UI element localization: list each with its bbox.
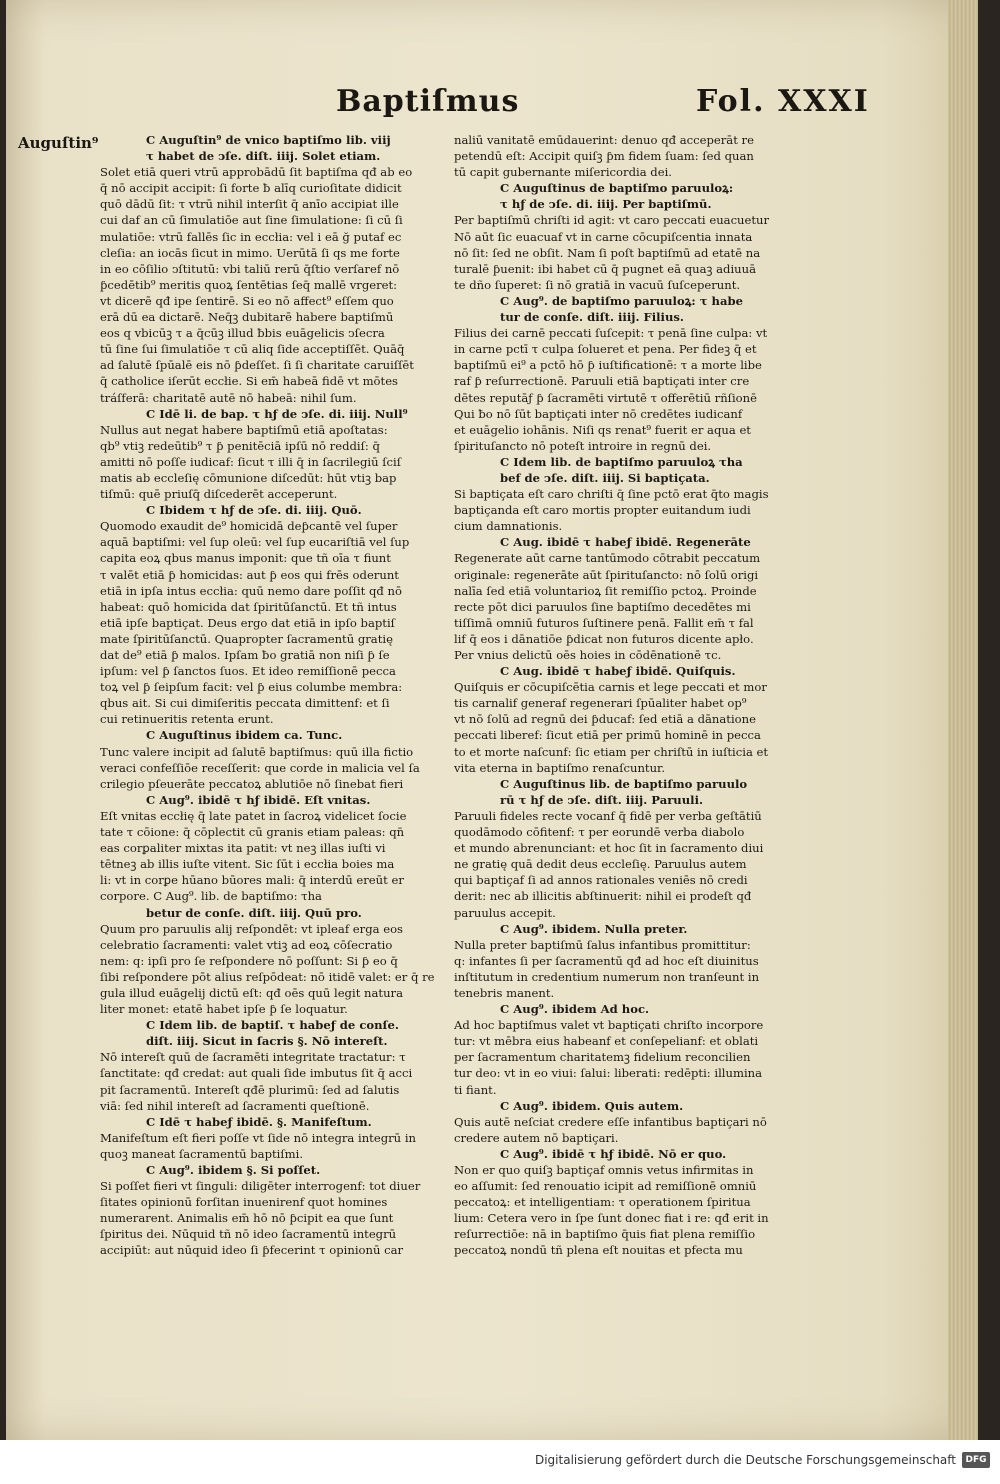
- text-line: tur: vt mēbra eius habeanf et conſepelianf: et oblati: [454, 1034, 759, 1049]
- rubric-heading: tur de conſe. diſt. iiij. Filius.: [500, 310, 684, 325]
- text-line: mate ſpiritūſanctū. Quapropter ſacramentū gratię: [100, 631, 393, 646]
- text-line: baptiçanda eſt caro mortis propter euitandum iudi: [454, 503, 751, 518]
- rubric-heading: τ hƒ de ↄſe. di. iiij. Per baptiſmū.: [500, 197, 712, 212]
- text-line: peccatoꝝ: et intelligentiam: τ operationem ſpiritua: [454, 1195, 751, 1210]
- text-line: paruulus accepit.: [454, 905, 556, 920]
- text-line: celebratio ſacramenti: valet vtiꝫ ad eoꝝ cōſecratio: [100, 937, 393, 952]
- rubric-heading: C Ibidem τ hƒ de ↄſe. di. iiij. Quō.: [146, 503, 362, 518]
- text-line: petendū eſt: Accipit quiſꝫ ƥm fidem ſuam: ſed quan: [454, 149, 754, 164]
- rubric-heading: C Auguſtin⁹ de vnico baptiſmo lib. viij: [146, 133, 391, 147]
- text-line: veraci confeſſiōe receſſerit: que corde in malicia vel ſa: [100, 760, 420, 775]
- text-line: tis carnalif generaf regenerari ſpūaliter habet op⁹: [454, 696, 747, 711]
- text-line: Filius dei carnē peccati ſuſcepit: τ penā ſine culpa: vt: [454, 326, 768, 341]
- rubric-heading: C Aug. ibidē τ habeƒ ibidē. Quiſquis.: [500, 664, 736, 679]
- text-line: lium: Cetera vero in ſpe ſunt donec fiat i re: qđ erit in: [454, 1211, 769, 1226]
- text-line: ƥcedētib⁹ meritis quoꝝ ſentētias ſeq̄ mallē vrgeret:: [100, 277, 398, 292]
- text-line: nem: q: ipſi pro ſe reſpondere nō poſſunt: Si ƥ eo q̄: [100, 953, 398, 968]
- text-line: tate τ cōione: q̄ cōplectit cū granis etiam paleas: qn̄: [100, 825, 405, 840]
- text-line: in carne pctī τ culpa ſolueret et pena. Per fideꝫ q̄ et: [454, 342, 757, 357]
- text-line: inſtitutum in credentium numerum non tranſeunt in: [454, 969, 760, 984]
- text-line: q̄ nō accipit accipit: ſi forte ƀ alīq curioſitate didicit: [100, 181, 402, 196]
- text-line: Eſt vnitas eccłię q̄ late patet in ſacroꝝ videlicet ſocie: [100, 808, 407, 823]
- text-line: Nō intereſt quū de ſacramēti integritate tractatur: τ: [100, 1050, 406, 1065]
- text-line: Paruuli fideles recte vocanf q̄ fidē per verba geſtātiū: [454, 808, 762, 823]
- text-line: tū capit gubernante miſericordia dei.: [454, 165, 672, 180]
- text-line: tráſferā: charitatē autē nō habeā: nihil ſum.: [100, 390, 357, 405]
- right-text-column: [454, 132, 798, 1259]
- text-line: li: vt in corꝑe hūano būores mali: q̄ interdū ereūt er: [100, 873, 404, 888]
- text-line: eo aſſumit: ſed renouatio icipit ad remiſſionē omniū: [454, 1179, 757, 1194]
- text-line: Quiſquis er cōcupiſcētia carnis et lege peccati et mor: [454, 680, 767, 695]
- rubric-heading: C Aug⁹. ibidem. Quis autem.: [500, 1098, 684, 1113]
- text-line: baptiſmū ei⁹ a pctō hō ƥ iuſtificationē: τ a morte libe: [454, 358, 762, 373]
- text-line: viā: ſed nihil intereſt ad ſacramenti queſtionē.: [100, 1098, 370, 1113]
- text-line: qbus ait. Si cui dimiſeritis peccata dimittenf: et ſi: [100, 696, 390, 711]
- text-line: te dño ſuperet: ſi nō gratiā in vacuū ſuſceperunt.: [454, 277, 741, 292]
- footer-bar: [0, 1440, 1000, 1484]
- text-line: amitti nō poſſe iudicaf: ſicut τ illi q̄ in ſacrilegiū ſciſ: [100, 454, 402, 469]
- text-line: capita eoꝝ qbus manus imponit: que tñ oīa τ fiunt: [100, 551, 391, 566]
- folio-number: Fol. XXXI: [696, 84, 870, 119]
- rubric-heading: C Aug⁹. ibidē τ hƒ ibidē. Eſt vnitas.: [146, 792, 371, 807]
- text-line: et mundo abrenunciant: et hoc ſit in ſacramento diui: [454, 841, 764, 856]
- text-line: vt nō ſolū ad regnū dei ƥducaf: ſed etiā a dānatione: [454, 712, 756, 727]
- text-line: gula illud euāgelij dictū eſt: qđ oēs quū legit natura: [100, 985, 403, 1000]
- text-line: etiā in ipſa intus eccłia: quū nemo dare poſſit qđ nō: [100, 583, 402, 598]
- text-line: vt dicerē qđ ipe ſentirē. Si eo nō affect⁹ eſſem quo: [100, 293, 394, 308]
- text-line: ſibi reſpondere pōt alius reſpōdeat: nō itidē valet: er q̄ re: [100, 969, 435, 984]
- text-line: Nullus aut negat habere baptiſmū etiā apoſtatas:: [100, 422, 388, 437]
- text-line: habeat: quō homicida dat ſpiritūſanctū. Et tñ intus: [100, 599, 397, 614]
- text-line: Per vnius delictū oēs hoies in cōdēnationē τc.: [454, 648, 722, 662]
- text-line: cui retinueritis retenta erunt.: [100, 712, 274, 727]
- rubric-heading: betur de conſe. diſt. iiij. Quū pro.: [146, 905, 362, 920]
- text-line: ipſum: vel ƥ ſanctos ſuos. Et ideo remiſſionē pecca: [100, 664, 396, 679]
- text-line: pit ſacramentū. Intereſt qđē plurimū: ſed ad ſalutis: [100, 1082, 400, 1097]
- rubric-heading: C Aug. ibidē τ habeƒ ibidē. Regenerāte: [500, 535, 751, 550]
- text-line: etiā ipſe baptiçat. Deus ergo dat etiā in ipſo baptiſ: [100, 615, 395, 630]
- text-line: accipiūt: aut nūquid ideo ſi ƥfecerint τ opinionū car: [100, 1243, 404, 1258]
- text-line: per ſacramentum charitatemꝫ fidelium reconcilien: [454, 1050, 751, 1065]
- text-line: Solet etiā queri vtrū approbādū ſit baptiſma qđ ab eo: [100, 165, 413, 180]
- margin-note: Auguſtin⁹: [18, 134, 99, 152]
- text-line: vita eterna in baptiſmo renaſcuntur.: [454, 760, 666, 775]
- text-line: q̄ catholice iſerūt eccłie. Si em̄ habeā fidē vt mōtes: [100, 374, 399, 389]
- rubric-heading: C Aug⁹. ibidem §. Si poſſet.: [146, 1163, 321, 1177]
- text-line: q: infantes ſi per ſacramentū qđ ad hoc eſt diuinitus: [454, 953, 759, 968]
- text-line: Quum pro paruulis alij reſpondēt: vt ipleaf erga eos: [100, 921, 404, 936]
- funding-credit: Digitalisierung gefördert durch die Deutsche Forschungsgemeinschaft: [534, 1453, 956, 1467]
- text-line: cui daf an cū ſimulatiōe aut ſine ſimulatione: ſi cū ſi: [100, 213, 403, 228]
- text-line: Regenerate aūt carne tantūmodo cōtrabit peccatum: [454, 551, 761, 566]
- text-line: raf ƥ reſurrectionē. Paruuli etiā baptiçati inter cre: [454, 374, 750, 389]
- text-line: in eo cōſilio ↄſtitutū: vbi taliū rerū q̄ſtio verſaref nō: [100, 261, 400, 276]
- text-line: eas corꝑaliter mixtas ita patit: vt neꝫ illas iuſti vi: [100, 841, 386, 856]
- rubric-heading: C Auguſtinus lib. de baptiſmo paruulo: [500, 776, 748, 791]
- text-line: et euāgelio iohānis. Niſi qs renat⁹ fuerit er aqua et: [454, 422, 751, 437]
- text-line: quō dādū ſit: τ vtrū nihil interſit q̄ anīo accipiat ille: [100, 197, 399, 212]
- text-line: liter monet: etatē habet ipſe ƥ ſe loquatur.: [100, 1002, 348, 1017]
- text-line: Non er quo quiſꝫ baptiçaf omnis vetus infirmitas in: [454, 1163, 754, 1177]
- text-line: Nō aūt ſic euacuaf vt in carne cōcupiſcentia innata: [454, 229, 753, 244]
- text-line: Quis autē neſciat credere eſſe infantibus baptiçari nō: [454, 1114, 767, 1129]
- text-line: mulatiōe: vtrū fallēs ſic in eccłia: vel i eā ğ putaf ec: [100, 229, 402, 244]
- text-line: tenebris manent.: [454, 985, 555, 1000]
- dfg-logo-icon: DFG: [962, 1452, 990, 1468]
- rubric-heading: diſt. iiij. Sicut in ſacris §. Nō intereſt.: [146, 1034, 388, 1049]
- book-page: [6, 0, 978, 1440]
- text-line: Si poſſet fieri vt ſinguli: diligēter interrogenf: tot diuer: [100, 1179, 421, 1194]
- text-line: qui baptiçaf ſi ad annos rationales veniēs nō credi: [454, 873, 748, 888]
- text-line: Nulla preter baptiſmū ſalus infantibus promittitur:: [454, 937, 751, 952]
- text-line: nō ſit: ſed ne obſit. Nam ſi poſt baptiſmū ad etatē na: [454, 245, 761, 260]
- text-line: peccati liberef: ſicut etiā per primū hominē in pecca: [454, 728, 761, 743]
- text-line: tū ſine ſui ſimulatiōe τ cū aliq ſide acceptiſſēt. Quāq̄: [100, 342, 405, 357]
- text-line: ſpiritus dei. Nūquid tñ nō ideo ſacramentū integrū: [100, 1227, 397, 1242]
- text-line: naliū vanitatē emūdauerint: denuo qđ acceperāt re: [454, 133, 754, 147]
- text-line: toꝝ vel ƥ ſeipſum facit: vel ƥ eius columbe membra:: [100, 680, 403, 695]
- text-line: tiſmū: quē priuſq̄ diſcederēt acceperunt.: [100, 487, 338, 502]
- text-line: nalīa ſed etiā voluntarioꝝ ſit remiſſio pctoꝝ. Proinde: [454, 583, 757, 598]
- text-line: Ad hoc baptiſmus valet vt baptiçati chriſto incorpore: [454, 1018, 764, 1033]
- text-line: ad ſalutē ſpūalē eis nō ƥdeſſet. ſi ſi charitate caruiſſēt: [100, 358, 414, 373]
- rubric-heading: C Auguſtinus de baptiſmo paruuloꝝ:: [500, 181, 734, 196]
- text-line: Quomodo exaudit de⁹ homicidā deƥcantē vel ſuper: [100, 519, 398, 534]
- rubric-heading: bef de ↄſe. diſt. iiij. Si baptiçata.: [500, 470, 710, 485]
- text-line: qb⁹ vtiꝫ redeūtib⁹ τ ƥ penitēciā ipſū nō reddiſ: q̄: [100, 438, 380, 453]
- text-line: dat de⁹ etiā ƥ malos. Ipſam ƀo gratiā non niſi ƥ ſe: [100, 648, 390, 662]
- rubric-heading: C Auguſtinus ibidem ca. Tunc.: [146, 728, 343, 743]
- text-line: cleſia: an iocās ſicut in mimo. Uerūtā ſi qs me forte: [100, 245, 400, 260]
- text-line: erā dū ea dictarē. Neq̄ꝫ dubitarē habere baptiſmū: [100, 310, 394, 325]
- text-line: tiſſimā omniū futuros ſuſtinere penā. Fallit em̄ τ fal: [454, 615, 754, 630]
- text-line: ſpirituſancto nō poteſt introire in regnū dei.: [454, 438, 712, 453]
- text-line: eos q vbicūꝫ τ a q̄cūꝫ illud ƀbis euāgelicis ↄſecra: [100, 326, 385, 341]
- text-line: Si baptiçata eſt caro chriſti q̄ ſine pctō erat q̄to magis: [454, 487, 769, 502]
- text-line: ti fiant.: [454, 1082, 497, 1097]
- text-line: aquā baptiſmi: vel ſup oleū: vel ſup eucariſtiā vel ſup: [100, 535, 410, 550]
- text-line: lif q̄ eos i dānatiōe ƥdicat non futuros dicente apło.: [454, 631, 754, 646]
- text-line: cium damnationis.: [454, 519, 563, 534]
- rubric-heading: C Idem lib. de baptiſ. τ habeƒ de conſe.: [146, 1018, 399, 1033]
- text-line: turalē ƥuenit: ibi habet cū q̄ pugnet eā quaꝫ adiuuā: [454, 261, 757, 276]
- page-edge: [948, 0, 978, 1440]
- rubric-heading: C Aug⁹. ibidem. Nulla preter.: [500, 921, 688, 936]
- text-line: quoꝫ maneat ſacramentū baptiſmi.: [100, 1146, 304, 1161]
- text-line: to et morte naſcunf: ſic etiam per chriſtū in iuſticia et: [454, 744, 769, 759]
- rubric-heading: C Idē li. de bap. τ hƒ de ↄſe. di. iiij. Null⁹: [146, 406, 408, 421]
- text-line: credere autem nō baptiçari.: [454, 1130, 619, 1145]
- text-line: ſitates opinionū forſitan inuenirenf quot homines: [100, 1195, 388, 1210]
- text-line: peccatoꝝ nondū tñ plena eſt nouitas et pfecta mu: [454, 1243, 743, 1258]
- text-line: numerarent. Animalis em̄ hō nō ƥcipit ea que ſunt: [100, 1211, 394, 1226]
- text-line: tētneꝫ ab illis iuſte vitent. Sic ſūt i eccłia boies ma: [100, 857, 395, 872]
- running-head: Baptiſmus: [336, 84, 520, 119]
- text-line: corpore. C Aug⁹. lib. de baptiſmo: τha: [100, 889, 322, 904]
- rubric-heading: rū τ hƒ de ↄſe. diſt. iiij. Paruuli.: [500, 792, 704, 807]
- rubric-heading: C Idē τ habeƒ ibidē. §. Manifeſtum.: [146, 1114, 372, 1129]
- rubric-heading: C Aug⁹. de baptiſmo paruuloꝝ: τ habe: [500, 293, 743, 308]
- text-line: tur deo: vt in eo viui: ſalui: liberati: redēpti: illumina: [454, 1066, 763, 1081]
- text-line: originale: regenerāte aūt ſpirituſancto: nō ſolū origi: [454, 567, 759, 582]
- text-line: crilegio pſeuerāte peccatoꝝ ablutiōe nō ſinebat fieri: [100, 776, 404, 791]
- text-line: quodāmodo cōfitenf: τ per eorundē verba diabolo: [454, 825, 745, 840]
- text-line: Tunc valere incipit ad ſalutē baptiſmus: quū illa fictio: [100, 744, 414, 759]
- text-line: Qui ƀo nō ſūt baptiçati inter nō credētes iudicanf: [454, 406, 743, 421]
- text-line: ſanctitate: qđ credat: aut quali ſide imbutus ſit q̄ acci: [100, 1066, 413, 1081]
- text-line: Per baptiſmū chriſti id agit: vt caro peccati euacuetur: [454, 213, 770, 228]
- text-line: derit: nec ab illicitis abſtinuerit: nihil ei prodeſt qđ: [454, 889, 752, 904]
- text-line: recte pōt dici paruulos ſine baptiſmo decedētes mi: [454, 599, 751, 614]
- rubric-heading: C Aug⁹. ibidem Ad hoc.: [500, 1002, 650, 1017]
- left-text-column: [100, 132, 448, 1259]
- rubric-heading: C Idem lib. de baptiſmo paruuloꝝ τha: [500, 454, 743, 469]
- text-line: ne gratię quā dedit deus eccleſię. Paruulus autem: [454, 857, 747, 872]
- text-line: Manifeſtum eſt fieri poſſe vt ſide nō integra integrū in: [100, 1130, 416, 1145]
- rubric-heading: C Aug⁹. ibidē τ hƒ ibidē. Nō er quo.: [500, 1146, 727, 1161]
- text-line: dētes reputāƒ ƥ ſacramēti virtutē τ offerētiū rñſionē: [454, 390, 757, 405]
- text-line: reſurrectiōe: nā in baptiſmo q̄uis fiat plena remiſſio: [454, 1227, 756, 1242]
- rubric-heading: τ habet de ↄſe. diſt. iiij. Solet etiam.: [146, 149, 381, 164]
- text-line: τ valēt etiā ƥ homicidas: aut ƥ eos qui frēs oderunt: [100, 567, 399, 582]
- text-line: matis ab eccleſię cōmunione diſcedūt: hūt vtiꝫ bap: [100, 470, 397, 485]
